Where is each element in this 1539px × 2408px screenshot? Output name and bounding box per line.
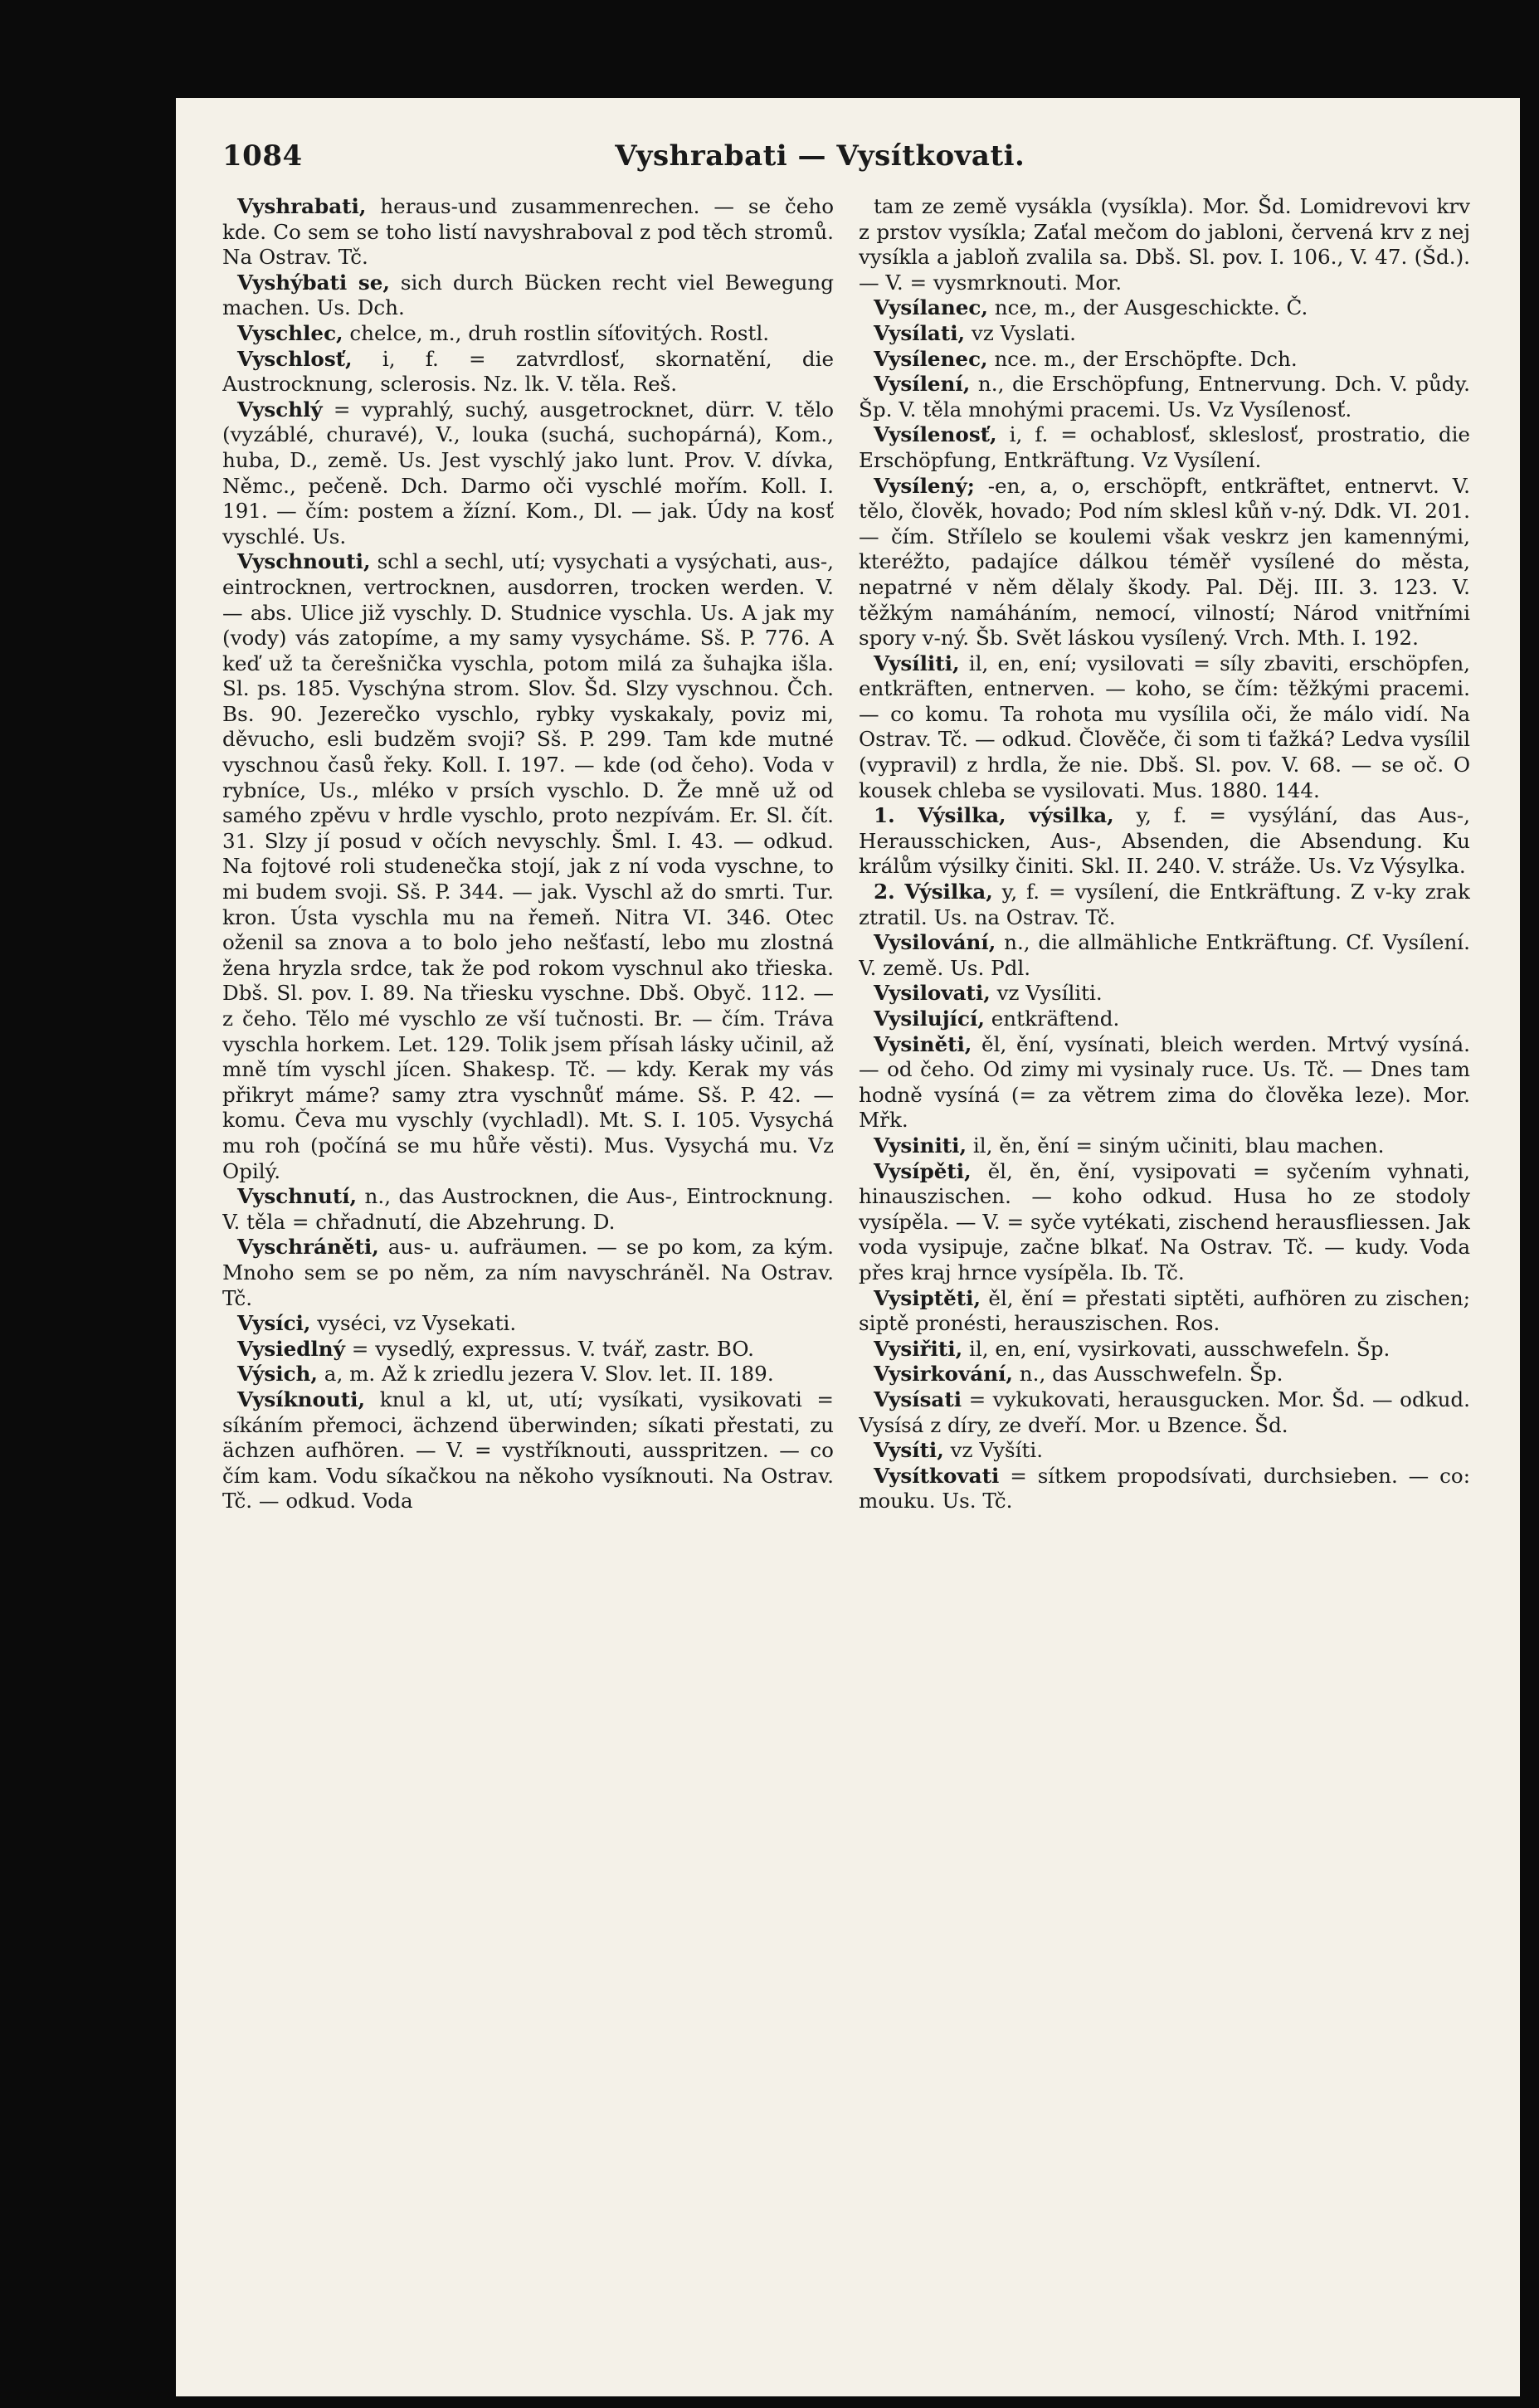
- entry-headword: Vysiptěti,: [874, 1285, 981, 1310]
- entry-body: aus- u. aufräumen. — se po kom, za kým. Mnoho sem se po něm, za ním navyschráněl. Na Ostrav. Tč.: [222, 1235, 834, 1310]
- entry-body: il, en, ení, vysirkovati, ausschwefeln. Šp.: [962, 1336, 1390, 1361]
- entry-headword: Vyshrabati,: [237, 194, 367, 218]
- entry-body: knul a kl, ut, utí; vysíkati, vysikovati = síkáním přemoci, ächzend überwinden; síkati přestati, zu ächzen aufhören. — V. = vystříknouti, ausspritzen. — co čím kam. Vodu síkačkou na někoho vysíknouti. Na Ostrav. Tč. — odkud. Voda: [222, 1387, 834, 1514]
- entry-headword: Vysílený;: [874, 473, 975, 498]
- entry-headword: Vysilující,: [874, 1007, 985, 1031]
- dictionary-entry: [859, 981, 1470, 1007]
- entry-body: nce, m., der Ausgeschickte. Č.: [987, 295, 1308, 320]
- entry-body: vz Vyšíti.: [943, 1438, 1044, 1463]
- dictionary-page: [176, 98, 1520, 2396]
- entry-body: ěl, ění, vysínati, bleich werden. Mrtvý vysíná. — od čeho. Od zimy mi vysinaly ruce. Us. Tč. — Dnes tam hodně vysíná (= za větrem zima do člověka leze). Mor. Mřk.: [859, 1031, 1470, 1133]
- entry-body: i, f. = zatvrdlosť, skornatění, die Austrocknung, sclerosis. Nz. lk. V. těla. Reš.: [222, 346, 834, 397]
- entry-headword: Vysípěti,: [874, 1158, 972, 1183]
- dictionary-entry: [859, 880, 1470, 930]
- dictionary-entry: [859, 1133, 1470, 1159]
- dictionary-entry: [222, 347, 834, 397]
- entry-headword: Vyschlosť,: [237, 346, 353, 371]
- entry-body: il, ěn, ění = siným učiniti, blau machen.: [967, 1133, 1385, 1158]
- entry-body: = sítkem propodsívati, durchsieben. — co: mouku. Us. Tč.: [859, 1463, 1470, 1514]
- entry-body: -en, a, o, erschöpft, entkräftet, entnervt. V. tělo, člověk, hovado; Pod ním sklesl kůň v-ný. Ddk. VI. 201. — čím. Střílelo se koulemi však veskrz jen kamennými, kteréžto, padajíce dálkou téměř vysílené do města, nepatrné v něm dělaly škody. Pal. Děj. III. 3. 123. V. těžkým namáháním, nemocí, vilností; Národ vnitřními spory v-ný. Šb. Svět láskou vysílený. Vrch. Mth. I. 192.: [859, 473, 1470, 651]
- entry-headword: Vysíknouti,: [237, 1387, 366, 1411]
- entry-body: vz Vyslati.: [965, 320, 1076, 345]
- entry-body: = vykukovati, herausgucken. Mor. Šd. — odkud. Vysísá z díry, ze dveří. Mor. u Bzence. Šd.: [859, 1387, 1470, 1437]
- dictionary-entry: [222, 271, 834, 321]
- entry-body: nce. m., der Erschöpfte. Dch.: [987, 346, 1298, 371]
- entry-body: i, f. = ochablosť, skleslosť, prostratio, die Erschöpfung, Entkräftung. Vz Vysílení.: [859, 422, 1470, 472]
- entry-body: heraus-und zusammenrechen. — se čeho kde. Co sem se toho listí navyshraboval z pod těch stromů. Na Ostrav. Tč.: [222, 194, 834, 270]
- entry-headword: Vyschnouti,: [237, 549, 371, 574]
- entry-body: tam ze země vysákla (vysíkla). Mor. Šd. Lomidrevovi krv z prstov vysíkla; Zaťal mečom do jabloni, červená krv z nej vysíkla a jabloň zvalila sa. Dbš. Sl. pov. I. 106., V. 47. (Šd.). — V. = vysmrknouti. Mor.: [859, 194, 1470, 295]
- dictionary-entry: [859, 321, 1470, 347]
- dictionary-entry: [222, 549, 834, 1184]
- entry-headword: Vysíliti,: [874, 651, 960, 675]
- left-column: [222, 194, 834, 1514]
- entry-headword: Vysítkovati: [874, 1463, 1000, 1488]
- dictionary-entry: [222, 194, 834, 271]
- dictionary-entry: [859, 1032, 1470, 1133]
- entry-headword: Vysirkování,: [874, 1362, 1013, 1387]
- dictionary-entry: [859, 372, 1470, 422]
- entry-headword: Vyshýbati se,: [237, 270, 390, 295]
- entry-headword: Vysílení,: [874, 372, 971, 397]
- entry-headword: Vysílenec,: [874, 346, 988, 371]
- dictionary-entry: [222, 1337, 834, 1362]
- entry-headword: Vysilovati,: [874, 981, 991, 1006]
- entry-headword: Vysiniti,: [874, 1133, 967, 1158]
- entry-headword: 2. Výsilka,: [874, 880, 993, 904]
- entry-headword: Vyschlý: [237, 397, 323, 422]
- dictionary-entry: [222, 1184, 834, 1235]
- dictionary-entry: [859, 1286, 1470, 1337]
- dictionary-entry: [859, 1337, 1470, 1362]
- entry-body: schl a sechl, utí; vysychati a vysýchati, aus-, eintrocknen, vertrocknen, ausdorren, trocken werden. V. — abs. Ulice již vyschly. D. Studnice vyschla. Us. A jak my (vody) vás zatopíme, a my samy vysycháme. Sš. P. 776. A keď už ta čerešnička vyschla, potom milá za šuhajkа išla. Sl. ps. 185. Vyschýna strom. Slov. Šd. Slzy vyschnou. Čch. Bs. 90. Jezerečko vyschlo, rybky vyskakaly, poviz mi, děvucho, esli budzěm svoji? Sš. P. 299. Tam kde mutné vyschnou časů řeky. Koll. I. 197. — kde (od čeho). Voda v rybníce, Us., mléko v prsích vyschlo. D. Že mně už od samého zpěvu v hrdle vyschlo, proto nezpívám. Er. Sl. čít. 31. Slzy jí posud v očích nevyschly. Šml. I. 43. — odkud. Na fojtové roli studenečka stojí, jak z ní voda vyschne, to mi budem svoji. Sš. P. 344. — jak. Vyschl až do smrti. Tur. kron. Ústa vyschla mu na řemeň. Nitra VI. 346. Otec oženil sa znova a to bolo jeho nešťastí, lebo mu zlostná žena hryzla srdce, tak že pod rokom vyschnul ako třieska. Dbš. Sl. pov. I. 89. Na třiesku vyschne. Dbš. Obyč. 112. — z čeho. Tělo mé vyschlo ze vší tučnosti. Br. — čím. Tráva vyschla horkem. Let. 129. Tolik jsem přísah lásky učinil, až mně tím vyschl jícen. Shakesp. Tč. — kdy. Kerak my vás přikryt máme? samy ztra vyschnůť máme. Sš. P. 42. — komu. Čeva mu vyschly (vychladl). Mt. S. I. 105. Vysychá mu roh (počíná se mu hůře věsti). Mus. Vysychá mu. Vz Opilý.: [222, 549, 834, 1183]
- dictionary-entry: [859, 1159, 1470, 1286]
- entry-headword: Vysílati,: [874, 320, 966, 345]
- dictionary-entry: [859, 422, 1470, 473]
- entry-headword: Vysílanec,: [874, 295, 988, 320]
- dictionary-entry: [859, 1387, 1470, 1438]
- entry-body: vyséci, vz Vysekati.: [310, 1311, 517, 1336]
- entry-headword: Vysiedlný: [237, 1336, 345, 1361]
- entry-headword: Vysíti,: [874, 1438, 944, 1463]
- page-header: [222, 139, 1470, 173]
- dictionary-entry: [222, 1387, 834, 1514]
- entry-body: y, f. = vysýlání, das Aus-, Herausschicken, Aus-, Absenden, die Absendung. Ku králům výsilky činiti. Skl. II. 240. V. stráže. Us. Vz Výsylka.: [859, 803, 1470, 879]
- dictionary-entry: [859, 347, 1470, 373]
- dictionary-entry: [859, 651, 1470, 804]
- entry-body: vz Vysíliti.: [990, 981, 1103, 1006]
- entry-body: ěl, ění = přestati siptěti, aufhören zu zischen; siptě pronésti, herauszischen. Ros.: [859, 1285, 1470, 1336]
- entry-body: chelce, m., druh rostlin síťovitých. Rostl.: [343, 320, 770, 345]
- dictionary-entry: [859, 803, 1470, 880]
- entry-body: = vysedlý, expressus. V. tvář, zastr. BO.: [344, 1336, 754, 1361]
- entry-body: il, en, ení; vysilovati = síly zbaviti, erschöpfen, entkräften, entnerven. — koho, se čím: těžkými pracemi. — co komu. Ta rohota mu vysílila oči, že málo vidí. Na Ostrav. Tč. — odkud. Člověče, či som ti ťažká? Ledva vysílil (vypravil) z hrdla, že nie. Dbš. Sl. pov. V. 68. — se oč. O kousek chleba se vysilovati. Mus. 1880. 144.: [859, 651, 1470, 802]
- entry-body: sich durch Bücken recht viel Bewegung machen. Us. Dch.: [222, 270, 834, 320]
- entry-headword: Vyschnutí,: [237, 1184, 358, 1209]
- dictionary-entry: [859, 1362, 1470, 1387]
- entry-body: y, f. = vysílení, die Entkräftung. Z v-ky zrak ztratil. Us. na Ostrav. Tč.: [859, 880, 1470, 929]
- running-head: Vyshrabati — Vysítkovati.: [615, 139, 1025, 173]
- entry-body: n., die Erschöpfung, Entnervung. Dch. V. půdy. Šp. V. těla mnohými pracemi. Us. Vz Vysílenosť.: [859, 372, 1470, 422]
- entry-headword: Vysilování,: [874, 930, 996, 955]
- page-number: 1084: [222, 139, 303, 173]
- dictionary-entry: [859, 1007, 1470, 1032]
- dictionary-entry: [222, 1235, 834, 1311]
- entry-body: a, m. Až k zriedlu jezera V. Slov. let. II. 189.: [317, 1362, 774, 1387]
- entry-body: n., das Ausschwefeln. Šp.: [1012, 1362, 1283, 1387]
- entry-headword: Vyschráněti,: [237, 1235, 379, 1260]
- dictionary-entry: [859, 474, 1470, 651]
- dictionary-entry: [222, 321, 834, 347]
- dictionary-entry: [222, 1311, 834, 1337]
- entry-body: ěl, ěn, ění, vysipovati = syčením vyhnati, hinauszischen. — koho odkud. Husa ho ze stodoly vysípěla. — V. = syče vytékati, zischend herausfliessen. Jak voda vysipuje, začne blkať. Na Ostrav. Tč. — kudy. Voda přes kraj hrnce vysípěla. Ib. Tč.: [859, 1158, 1470, 1284]
- dictionary-entry: [859, 930, 1470, 981]
- entry-headword: 1. Výsilka, výsilka,: [874, 803, 1114, 828]
- entry-headword: Vysísati: [874, 1387, 962, 1411]
- dictionary-entry: [859, 1438, 1470, 1464]
- entry-headword: Vysiřiti,: [874, 1336, 963, 1361]
- entry-headword: Vysíci,: [237, 1311, 311, 1336]
- entry-headword: Vyschlec,: [237, 320, 343, 345]
- dictionary-entry: [222, 1362, 834, 1387]
- entry-body: n., das Austrocknen, die Aus-, Eintrocknung. V. těla = chřadnutí, die Abzehrung. D.: [222, 1184, 834, 1234]
- columns: [222, 194, 1470, 1514]
- dictionary-entry: [222, 397, 834, 550]
- entry-body: entkräftend.: [984, 1007, 1120, 1031]
- dictionary-entry: [859, 194, 1470, 295]
- entry-headword: Vysiněti,: [874, 1031, 972, 1056]
- right-column: [859, 194, 1470, 1514]
- entry-body: n., die allmähliche Entkräftung. Cf. Vysílení. V. země. Us. Pdl.: [859, 930, 1470, 980]
- entry-headword: Vysílenosť,: [874, 422, 997, 447]
- dictionary-entry: [859, 1464, 1470, 1514]
- entry-body: = vyprahlý, suchý, ausgetrocknet, dürr. V. tělo (vyzáblé, churavé), V., louka (suchá, suchopárná), Kom., huba, D., země. Us. Jest vyschlý jako lunt. Prov. V. dívka, Němc., pečeně. Dch. Darmo oči vyschlé mořím. Koll. I. 191. — čím: postem a žízní. Kom., Dl. — jak. Údy na kosť vyschlé. Us.: [222, 397, 834, 548]
- dictionary-entry: [859, 295, 1470, 321]
- entry-headword: Výsich,: [237, 1362, 318, 1387]
